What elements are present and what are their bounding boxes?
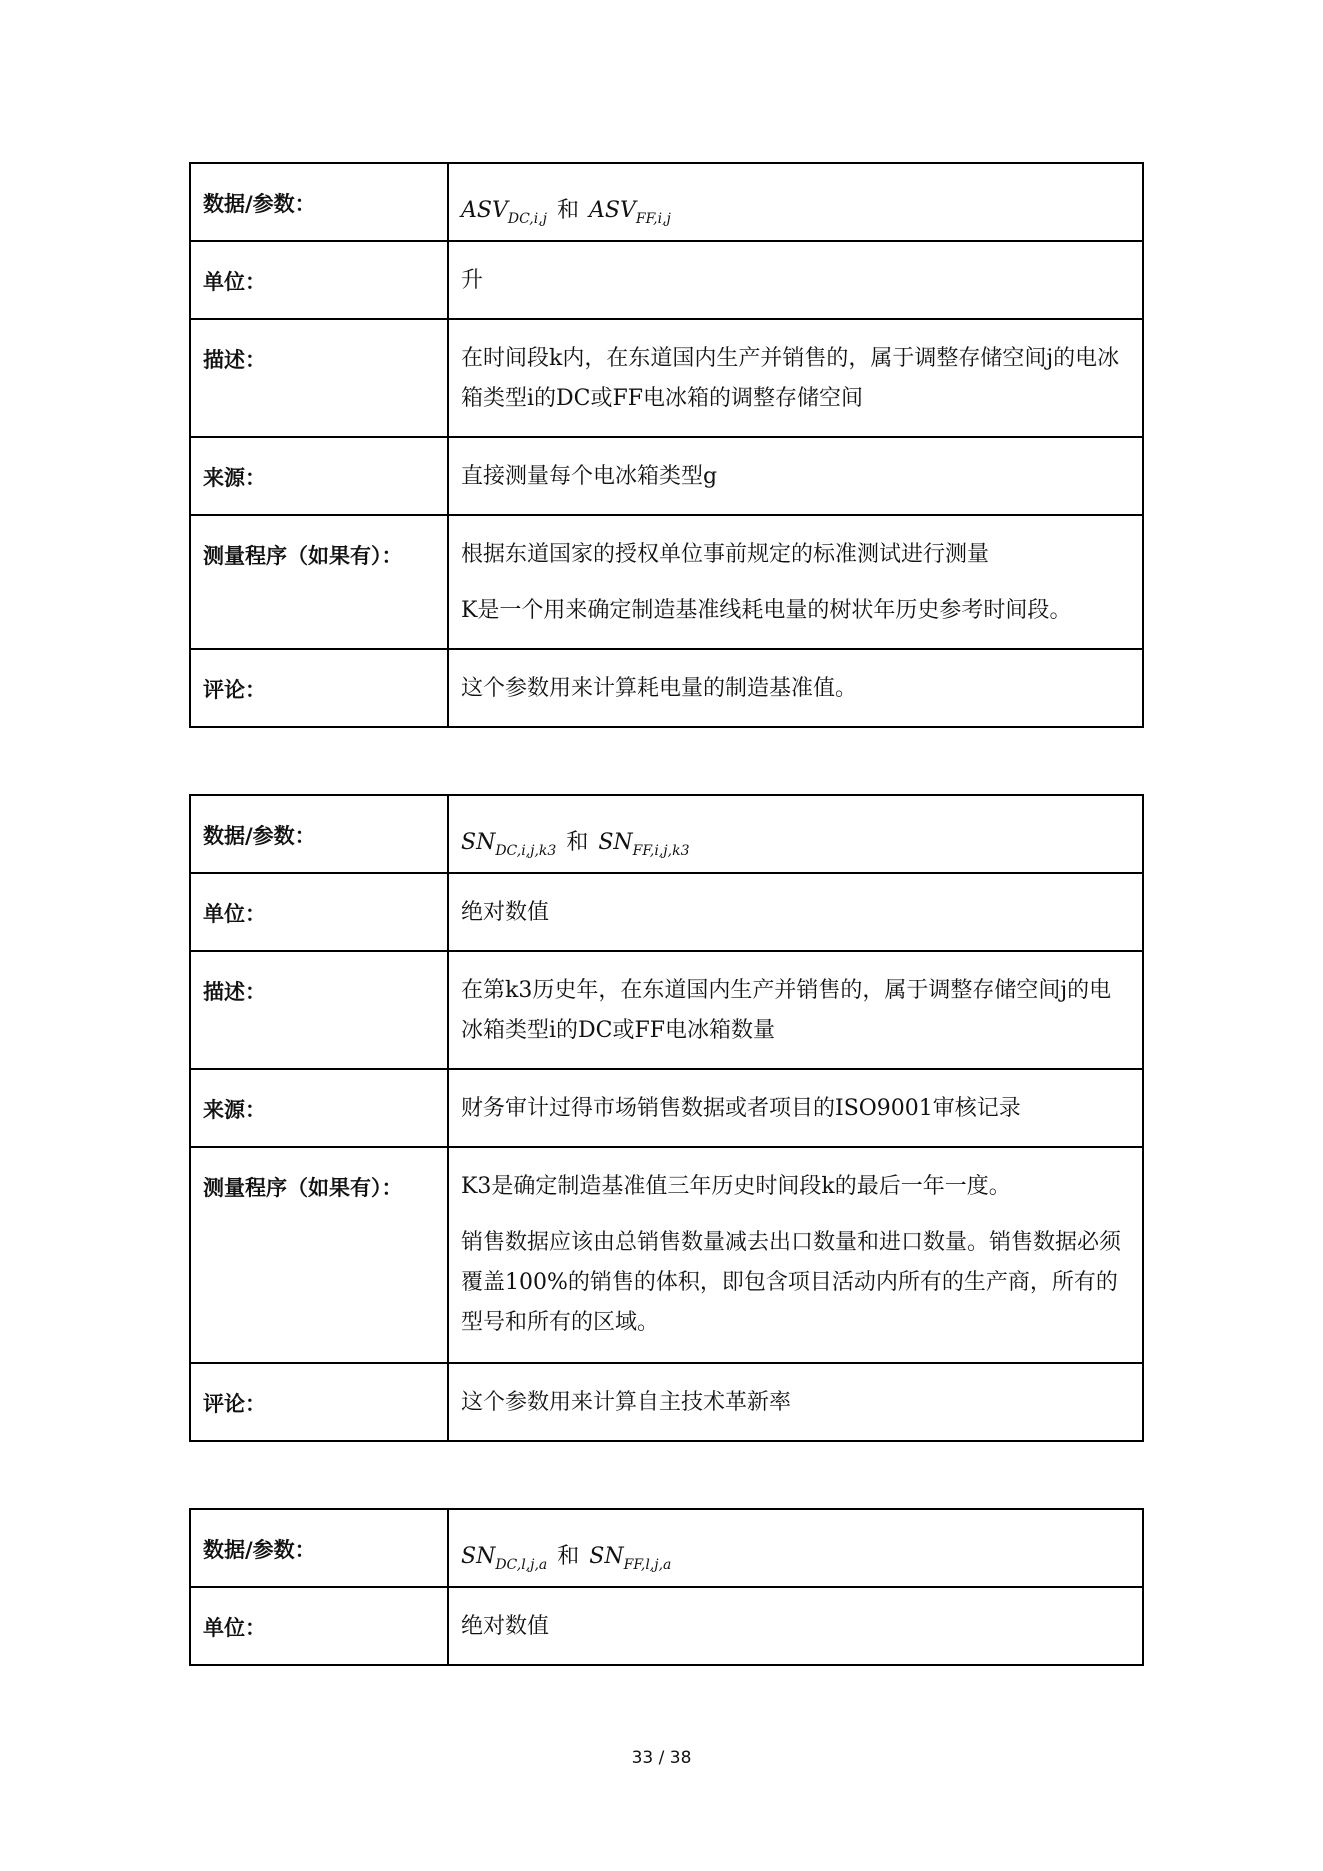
conjunction: 和	[557, 198, 580, 223]
label-parameter: 数据/参数：	[190, 795, 448, 873]
row-parameter	[190, 795, 1143, 873]
description-text: 在时间段k内，在东道国内生产并销售的，属于调整存储空间j的电冰箱类型i的DC或FF电冰箱的调整存储空间	[461, 346, 1120, 411]
comment-text: 这个参数用来计算耗电量的制造基准值。	[461, 676, 858, 701]
page-number: 33 / 38	[631, 1748, 692, 1768]
procedure-text-2: 销售数据应该由总销售数量减去出口数量和进口数量。销售数据必须覆盖100%的销售的体积，即包含项目活动内所有的生产商，所有的型号和所有的区域。	[461, 1230, 1122, 1335]
procedure-text-1: K3是确定制造基准值三年历史时间段k的最后一年一度。	[461, 1174, 1011, 1199]
label-comment: 评论：	[190, 649, 448, 727]
label-procedure: 测量程序（如果有）：	[190, 1147, 448, 1363]
source-text: 直接测量每个电冰箱类型g	[461, 464, 718, 489]
symbol-a	[461, 1544, 548, 1573]
value-comment	[448, 1363, 1143, 1441]
symbol-b	[598, 830, 690, 859]
symbol-a	[461, 830, 557, 859]
row-comment	[190, 1363, 1143, 1441]
unit-text: 绝对数值	[461, 900, 550, 925]
label-source: 来源：	[190, 1069, 448, 1147]
symbol-b-main: SN	[589, 1544, 624, 1569]
unit-text: 绝对数值	[461, 1614, 550, 1639]
procedure-text-1: 根据东道国家的授权单位事前规定的标准测试进行测量	[461, 542, 990, 567]
symbol-b-sub: FF,i,j	[635, 211, 671, 227]
value-description	[448, 951, 1143, 1069]
label-parameter: 数据/参数：	[190, 1509, 448, 1587]
procedure-text-2: K是一个用来确定制造基准线耗电量的树状年历史参考时间段。	[461, 598, 1072, 623]
symbol-a-main: SN	[461, 830, 496, 855]
label-parameter: 数据/参数：	[190, 163, 448, 241]
row-source	[190, 1069, 1143, 1147]
row-unit	[190, 1587, 1143, 1665]
source-text: 财务审计过得市场销售数据或者项目的ISO9001审核记录	[461, 1096, 1021, 1121]
label-description: 描述：	[190, 319, 448, 437]
value-description	[448, 319, 1143, 437]
parameter-table-3	[189, 1508, 1144, 1666]
parameter-table-1	[189, 162, 1144, 728]
symbol-a-sub: DC,i,j,k3	[495, 843, 557, 859]
symbol-a-sub: DC,l,j,a	[495, 1557, 548, 1573]
symbol-a-sub: DC,i,j	[507, 211, 548, 227]
label-description: 描述：	[190, 951, 448, 1069]
symbol-b	[589, 198, 671, 227]
symbol-b-sub: FF,l,j,a	[623, 1557, 672, 1573]
value-procedure	[448, 1147, 1143, 1363]
symbol-b-main: ASV	[589, 198, 636, 223]
row-procedure	[190, 515, 1143, 649]
row-unit	[190, 873, 1143, 951]
symbol-a-main: ASV	[461, 198, 508, 223]
symbol-b-main: SN	[598, 830, 633, 855]
value-source	[448, 1069, 1143, 1147]
value-comment	[448, 649, 1143, 727]
label-unit: 单位：	[190, 873, 448, 951]
label-unit: 单位：	[190, 241, 448, 319]
row-description	[190, 951, 1143, 1069]
row-procedure	[190, 1147, 1143, 1363]
label-unit: 单位：	[190, 1587, 448, 1665]
conjunction: 和	[566, 830, 589, 855]
value-unit	[448, 241, 1143, 319]
symbol-a	[461, 198, 548, 227]
value-parameter	[448, 1509, 1143, 1587]
value-parameter	[448, 163, 1143, 241]
row-source	[190, 437, 1143, 515]
label-procedure: 测量程序（如果有）：	[190, 515, 448, 649]
unit-text: 升	[461, 268, 484, 293]
description-text: 在第k3历史年，在东道国内生产并销售的，属于调整存储空间j的电冰箱类型i的DC或FF电冰箱数量	[461, 978, 1112, 1043]
value-parameter	[448, 795, 1143, 873]
symbol-b	[589, 1544, 672, 1573]
row-comment	[190, 649, 1143, 727]
value-unit	[448, 873, 1143, 951]
row-unit	[190, 241, 1143, 319]
label-source: 来源：	[190, 437, 448, 515]
row-parameter	[190, 1509, 1143, 1587]
value-unit	[448, 1587, 1143, 1665]
value-procedure	[448, 515, 1143, 649]
value-source	[448, 437, 1143, 515]
label-comment: 评论：	[190, 1363, 448, 1441]
row-parameter	[190, 163, 1143, 241]
symbol-b-sub: FF,i,j,k3	[632, 843, 690, 859]
row-description	[190, 319, 1143, 437]
symbol-a-main: SN	[461, 1544, 496, 1569]
conjunction: 和	[557, 1544, 580, 1569]
comment-text: 这个参数用来计算自主技术革新率	[461, 1390, 792, 1415]
parameter-table-2	[189, 794, 1144, 1442]
